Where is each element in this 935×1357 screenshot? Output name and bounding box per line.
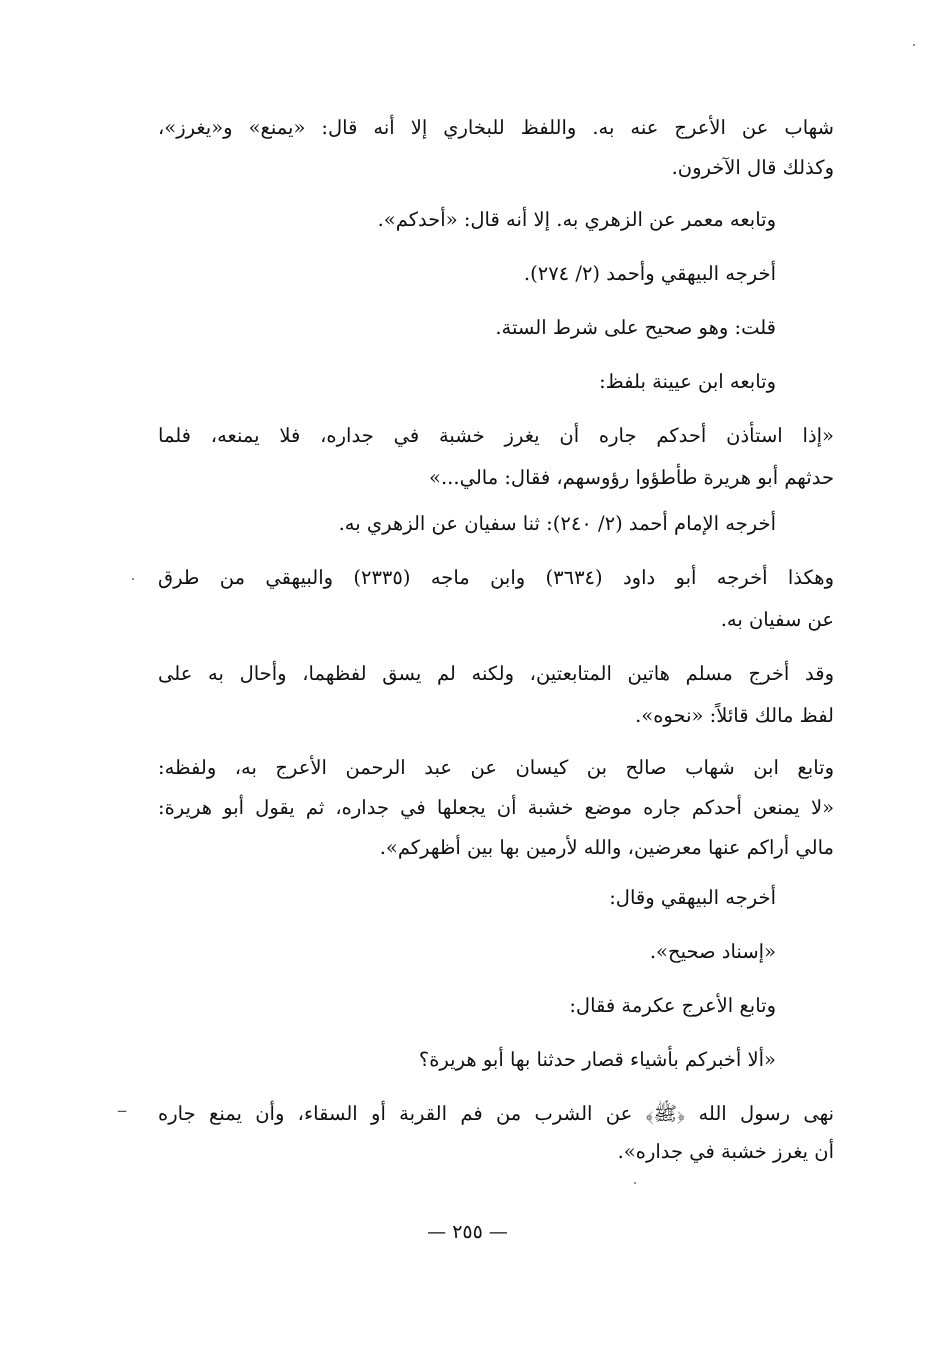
scan-speck <box>913 44 915 46</box>
text-line: شهاب عن الأعرج عنه به. واللفظ للبخاري إلا أنه قال: «يمنع» و«يغرز»، <box>158 116 834 139</box>
text-line: حدثهم أبو هريرة طأطؤوا رؤوسهم، فقال: مالي...» <box>429 466 834 489</box>
text-line: وهكذا أخرجه أبو داود (٣٦٣٤) وابن ماجه (٢٣٣٥) والبيهقي من طرق <box>158 566 834 589</box>
margin-mark: ــ <box>118 1100 127 1116</box>
text-line: وتابعه ابن عيينة بلفظ: <box>599 370 776 393</box>
text-line: وتابع ابن شهاب صالح بن كيسان عن عبد الرحمن الأعرج به، ولفظه: <box>158 756 834 779</box>
text-line: «إذا استأذن أحدكم جاره أن يغرز خشبة في جداره، فلا يمنعه، فلما <box>158 424 834 447</box>
text-line: أخرجه الإمام أحمد (٢/ ٢٤٠): ثنا سفيان عن الزهري به. <box>338 512 776 535</box>
scan-speck <box>634 1182 636 1184</box>
page-number: — ٢٥٥ — <box>427 1221 508 1243</box>
text-line: لفظ مالك قائلاً: «نحوه». <box>635 704 834 727</box>
text-line: عن سفيان به. <box>720 608 834 631</box>
text-line: وقد أخرج مسلم هاتين المتابعتين، ولكنه لم يسق لفظهما، وأحال به على <box>158 662 834 685</box>
text-line: «إسناد صحيح». <box>649 940 776 963</box>
text-line: «لا يمنعن أحدكم جاره موضع خشبة أن يجعلها في جداره، ثم يقول أبو هريرة: <box>158 796 834 819</box>
text-line: وتابعه معمر عن الزهري به. إلا أنه قال: «أحدكم». <box>377 208 776 231</box>
body-text <box>158 110 834 1170</box>
text-line: نهى رسول الله ﴿ﷺ﴾ عن الشرب من فم القربة أو السقاء، وأن يمنع جاره <box>158 1102 834 1125</box>
text-line: أخرجه البيهقي وأحمد (٢/ ٢٧٤). <box>523 262 776 285</box>
text-line: أخرجه البيهقي وقال: <box>609 886 776 909</box>
text-line: قلت: وهو صحيح على شرط الستة. <box>495 316 776 339</box>
text-line: وكذلك قال الآخرون. <box>671 156 834 179</box>
scan-speck <box>132 578 134 580</box>
text-line: وتابع الأعرج عكرمة فقال: <box>569 994 776 1017</box>
text-line: «ألا أخبركم بأشياء قصار حدثنا بها أبو هريرة؟ <box>418 1048 776 1071</box>
text-line: أن يغرز خشبة في جداره». <box>617 1140 834 1163</box>
text-line: مالي أراكم عنها معرضين، والله لأرمين بها بين أظهركم». <box>379 836 834 859</box>
